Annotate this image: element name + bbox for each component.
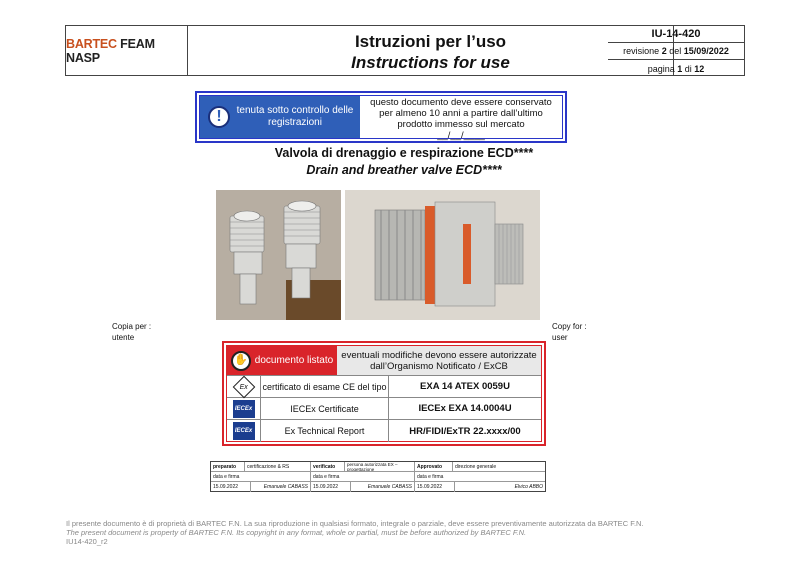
iecex-logo-text: IECEx — [234, 428, 253, 434]
prepared-date-sign: data e firma — [211, 472, 311, 481]
approved-label: Approvato — [417, 463, 442, 470]
cert-label-extr: Ex Technical Report — [261, 420, 389, 442]
listed-document-label: documento listato — [254, 355, 334, 366]
modification-note: eventuali modifiche devono essere autorizzate dall’Organismo Notificato / ExCB — [337, 346, 541, 375]
notice-right — [360, 96, 562, 141]
approval-sign-row — [211, 472, 545, 482]
doc-info-block — [608, 25, 745, 76]
page-of: di — [684, 63, 692, 74]
valve-pair-illustration — [216, 190, 341, 320]
page-total: 12 — [694, 63, 705, 74]
cert-value-extr: HR/FIDI/ExTR 22.xxxx/00 — [409, 425, 521, 437]
notice-left — [200, 96, 360, 138]
copy-left-label: Copia per : — [112, 322, 152, 331]
cert-label-atex: certificato di esame CE del tipo — [261, 376, 389, 397]
ex-mark-text: Ex — [239, 382, 248, 390]
product-photo-single — [345, 190, 540, 320]
checked-name: Emanuele CABASS — [351, 482, 415, 492]
notice-left-text: tenuta sotto controllo delle registrazioni — [236, 105, 354, 128]
prepared-role: certificazione & RS — [245, 462, 311, 471]
footer-copyright-it: Il presente documento è di proprietà di BARTEC F.N. La sua riproduzione in qualsiasi formato, integrale o parziale, deve essere preventivamente autorizzata da BARTEC F.N. — [66, 519, 644, 528]
iecex-logo-icon — [233, 422, 255, 440]
iecex-logo-text: IECEx — [234, 405, 253, 412]
copy-right-label: Copy for : — [552, 322, 587, 331]
footer-copyright-en: The present document is property of BARTEC F.N. Its copyright in any format, whole or partial, must be before authorized by BARTEC F.N. — [66, 528, 527, 537]
notice-line-1: questo documento deve essere conservato — [370, 97, 552, 108]
checked-date-sign: data e firma — [311, 472, 415, 481]
copy-left-value: utente — [112, 333, 135, 342]
approval-values-row — [211, 482, 545, 492]
cert-value-atex: EXA 14 ATEX 0059U — [420, 381, 510, 392]
logo-cell — [66, 26, 188, 75]
page-number: 1 — [677, 63, 683, 74]
notice-date-blank: __/__/____ — [437, 130, 485, 141]
cert-value-iecex: IECEx EXA 14.0004U — [418, 403, 512, 414]
page-label: pagina — [647, 63, 675, 74]
records-notice — [195, 91, 567, 143]
copy-for-english — [552, 321, 587, 343]
approved-date: 15.09.2022 — [415, 482, 455, 492]
product-title-italian: Valvola di drenaggio e respirazione ECD**** — [274, 146, 534, 160]
revision-date: 15/09/2022 — [683, 46, 729, 56]
copy-for-italian — [112, 321, 151, 343]
doc-code: IU-14-420 — [608, 26, 744, 43]
title-cell — [188, 26, 674, 75]
approved-name: Elvico ABBO — [514, 484, 543, 490]
prepared-label: preparato — [213, 463, 237, 470]
revision-label: revisione — [623, 46, 660, 56]
cert-label-iecex: IECEx Certificate — [261, 398, 389, 419]
certificate-table-head — [227, 346, 541, 376]
listed-document-cell — [227, 346, 337, 375]
footer-doc-ref: IU14-420_r2 — [66, 537, 108, 546]
prepared-date: 15.09.2022 — [211, 482, 251, 492]
cert-row-extr — [227, 420, 541, 442]
checked-date: 15.09.2022 — [311, 482, 351, 492]
cert-row-iecex — [227, 398, 541, 420]
logo-brand: BARTEC — [66, 36, 117, 51]
checked-label: verificato — [313, 463, 336, 470]
ex-atex-icon — [232, 375, 255, 398]
page-line — [608, 60, 744, 77]
approval-roles-row — [211, 462, 545, 472]
revision-of: del — [669, 46, 682, 56]
revision-line — [608, 43, 744, 60]
copy-right-value: user — [552, 333, 568, 342]
certificate-table — [222, 341, 546, 446]
notice-line-3: prodotto immesso sul mercato — [397, 119, 525, 130]
notice-line-2: per almeno 10 anni a partire dall’ultimo — [379, 108, 543, 119]
no-modify-icon: ✋ — [231, 351, 251, 371]
valve-single-illustration — [345, 190, 540, 320]
prepared-name: Emanuele CABASS — [251, 482, 311, 492]
title-italian: Istruzioni per l’uso — [354, 32, 507, 51]
approval-table — [210, 461, 546, 492]
title-english: Instructions for use — [351, 53, 510, 72]
iecex-logo-icon — [233, 400, 255, 418]
company-logo — [66, 37, 187, 65]
cert-row-atex — [227, 376, 541, 398]
checked-role: persona autorizzata EX – progettazione — [345, 462, 415, 471]
product-title-english: Drain and breather valve ECD**** — [306, 163, 502, 177]
approved-role: direzione generale — [455, 463, 497, 470]
exclamation-icon: ! — [208, 106, 230, 128]
revision-number: 2 — [661, 46, 667, 56]
approved-date-sign: data e firma — [417, 473, 444, 480]
product-photo-pair — [216, 190, 341, 320]
logo-rest: FEAM NASP — [66, 36, 155, 65]
